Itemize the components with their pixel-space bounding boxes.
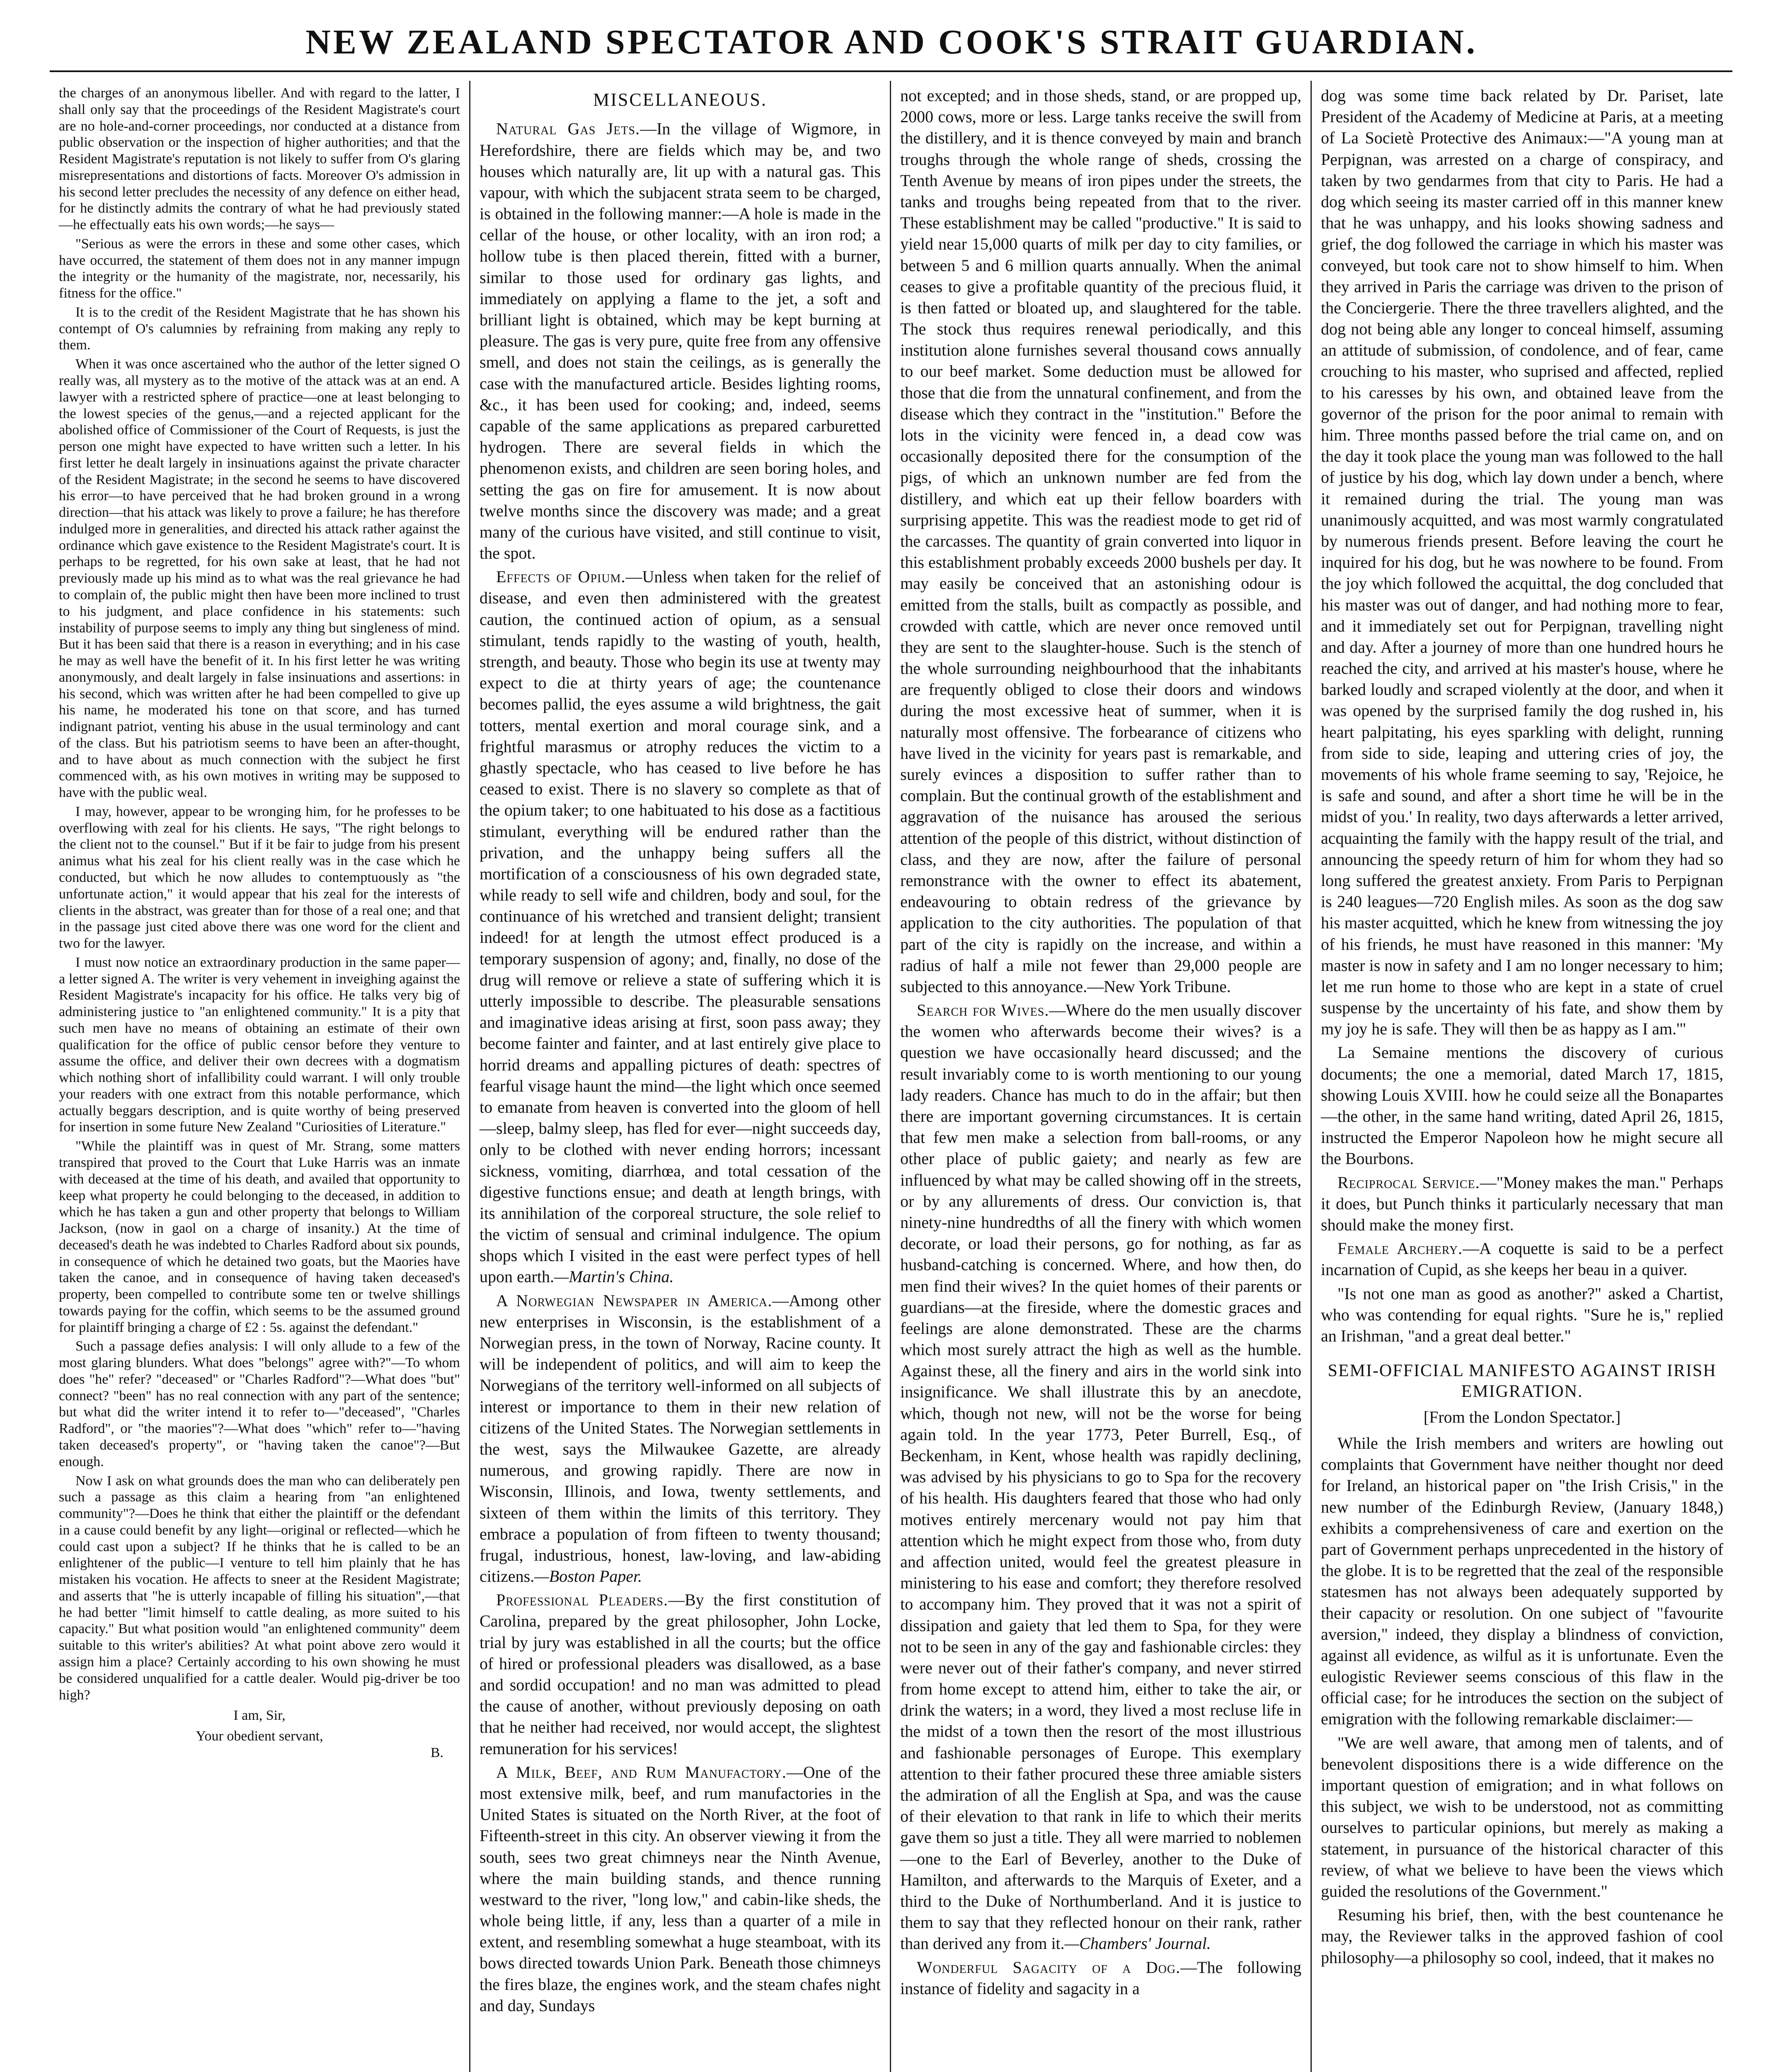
article bbox=[480, 1762, 881, 2016]
manifesto-quote: "We are well aware, that among men of talents, and of benevolent dispositions there is a wide difference on the important question of emigration; and in what follows on this subject, we wish to be understood, not as committing ourselves to particular opinions, but merely as making a statement, in pursuance of the historical character of this review, of what we believe to have been the views which guided the resolutions of the Government." bbox=[1321, 1733, 1723, 1900]
letter-closing: Your obedient servant, bbox=[196, 1728, 323, 1744]
article: "Is not one man as good as another?" asked a Chartist, who was contending for equal rights. "Sure he is," replied an Irishman, "and a great deal better." bbox=[1321, 1284, 1723, 1345]
article bbox=[480, 118, 881, 564]
article-source: —Martin's China. bbox=[554, 1267, 674, 1286]
article-head: Wonderful Sagacity of a Dog. bbox=[917, 1958, 1180, 1977]
letter-quote: "Serious as were the errors in these and some other cases, which have occurred, the statement of them does not in any manner impugn the integrity or the humanity of the magistrate, nor, necessarily, his fitness for the office." bbox=[59, 236, 460, 301]
article-head: Effects of Opium. bbox=[496, 567, 626, 586]
article bbox=[480, 1290, 881, 1587]
article bbox=[480, 566, 881, 1287]
page-columns bbox=[50, 81, 1732, 2072]
letter-paragraph: It is to the credit of the Resident Magistrate that he has shown his contempt of O's calumnies by refraining from making any reply to them. bbox=[59, 304, 460, 353]
article bbox=[900, 1000, 1301, 1954]
manifesto-source: [From the London Spectator.] bbox=[1423, 1407, 1621, 1426]
article-head: A Milk, Beef, and Rum Manufactory. bbox=[496, 1762, 787, 1782]
column-3 bbox=[891, 81, 1312, 2072]
manifesto-title: SEMI-OFFICIAL MANIFESTO AGAINST IRISH EMIGRATION. bbox=[1328, 1361, 1717, 1402]
article-text: —Where do the men usually discover the women who afterwards become their wives? is a question we have occasionally heard discussed; and the result invariably come to is worth mentioning to our young lady readers. Chance has much to do in the affair; but then there are important governing circumstances. It is certain that few men make a selection from ball-rooms, or any other place of public gaiety; and nearly as few are influenced by what may be called showing off in the streets, or by any allurements of dress. Our conviction is, that ninety-nine hundredths of all the finery with which women decorate, or load their persons, go for nothing, as far as husband-catching is concerned. Where, and how then, do men find their wives? In the quiet homes of their parents or guardians—at the fireside, where the domestic graces and feelings are alone demonstrated. These are the charms which most surely attract the high as well as the humble. Against these, all the finery and airs in the world sink into insignificance. We shall illustrate this by an anecdote, which, though not new, will not be the worse for being again told. In the year 1773, Peter Burrell, Esq., of Beckenham, in Kent, whose health was rapidly declining, was advised by his physicians to go to Spa for the recovery of his health. His daughters feared that those who had only motives entirely mercenary would not pay him that attention which he might expect from those who, from duty and affection united, would feel the greatest pleasure in ministering to his ease and comfort; they therefore resolved to accompany him. They proved that it was not a spirit of dissipation and gaiety that led them to Spa, for they were not to be seen in any of the gay and fashionable circles: they were never out of their father's company, and never stirred from home except to attend him, either to take the air, or drink the waters; in a word, they lived a most recluse life in the midst of a town then the resort of the most illustrious and fashionable personages of Europe. This exemplary attention to their father procured these three amiable sisters the admiration of all the English at Spa, and was the cause of their elevation to that rank in life to which their merits gave them so just a title. They all were married to noblemen—one to the Earl of Beverley, another to the Duke of Hamilton, and afterwards to the Marquis of Exeter, and a third to the Duke of Northumberland. And it is justice to them to say that they reflected honour on their rank, rather than derived any from it. bbox=[900, 1001, 1301, 1953]
letter-paragraph: Such a passage defies analysis: I will only allude to a few of the most glaring blunders. What does "belongs" agree with?"—To whom does "he" refer? "deceased" or "Charles Radford"?—What does "but" connect? "been" has no real connection with any part of the sentence; but what did the writer intend it to refer to—"deceased", "Charles Radford", or "the maories"?—What does "which" refer to—"having taken deceased's property", or "having taken the canoe"?—But enough. bbox=[59, 1339, 460, 1469]
column-1 bbox=[50, 81, 470, 2072]
article-text: —The following instance of fidelity and sagacity in a bbox=[900, 1958, 1302, 1998]
letter-paragraph: When it was once ascertained who the author of the letter signed O really was, all mystery as to the motive of the attack was at an end. A lawyer with a restricted sphere of practice—one at least belonging to the lowest species of the genus,—and a rejected applicant for the abolished office of Commissioner of the Court of Requests, is just the person one might have expected to have written such a letter. In his first letter he dealt largely in insinuations against the private character of the Resident Magistrate; in the second he seems to have discovered his error—to have perceived that he had broken ground in a wrong direction—that his attack was likely to prove a failure; he has therefore indulged more in generalities, and directed his attack rather against the ordinance which gave existence to the Resident Magistrate's court. It is perhaps to be regretted, for his own sake at least, that he had not previously made up his mind as to what was the real grievance he had to complain of, the public might then have been more inclined to trust to his judgment, and place confidence in his statements: such instability of purpose seems to imply any thing but singleness of mind. But it has been said that there is a reason in everything; and in his case he may as well have the benefit of it. In his first letter he was writing anonymously, and dealt largely in false insinuations and assertions: in his second, which was written after he had been compelled to give up his name, he moderated his tone on that score, and has turned indignant patriot, venting his abuse in the usual terminology and cant of the class. But his patriotism seems to have been an after-thought, and to have about as much connection with the subject he first commenced with, as his own motives in writing may be supposed to have with the public weal. bbox=[59, 356, 460, 801]
article-source: —Boston Paper. bbox=[534, 1567, 642, 1586]
article-text: —Unless when taken for the relief of disease, and even then administered with the greatest caution, the continued action of opium, as a sensual stimulant, tends rapidly to the wasting of youth, health, strength, and beauty. Those who begin its use at twenty may expect to die at thirty years of age; the countenance becomes pallid, the eyes assume a wild brightness, the gait totters, mental exertion and moral courage sink, and a frightful marasmus or atrophy reduces the victim to a ghastly spectacle, who has ceased to live before he has ceased to exist. There is no slavery so complete as that of the opium taker; to one habituated to his dose as a factitious stimulant, everything will be endured rather than the privation, and the unhappy being suffers all the mortification of a consciousness of his own degraded state, while ready to sell wife and children, body and soul, for the continuance of his wretched and transient delight; transient indeed! for at length the utmost effect produced is a temporary suspension of agony; and, finally, no dose of the drug will remove or relieve a state of suffering which it is utterly impossible to describe. The pleasurable sensations and imaginative ideas arising at first, soon pass away; they become fainter and fainter, and at last entirely give place to horrid dreams and appalling pictures of death: spectres of fearful visage haunt the mind—the light which once seemed to emanate from heaven is converted into the gloom of hell—sleep, balmy sleep, has fled for ever—night succeeds day, only to be clothed with never ending horrors; incessant sickness, vomiting, diarrhœa, and total cessation of the digestive functions ensue; and death at length brings, with its annihilation of the corporeal structure, the sole relief to the victim of sensual and criminal indulgence. The opium shops which I visited in the east were perfect types of hell upon earth. bbox=[480, 567, 881, 1286]
manifesto-paragraph: While the Irish members and writers are howling out complaints that Government have neither thought nor deed for Ireland, an historical paper on "the Irish Crisis," in the new number of the Edinburgh Review, (January 1848,) exhibits a comprehensiveness of care and exertion on the part of Government perhaps unprecedented in the history of the globe. It is to be regretted that the zeal of the responsible statesmen has not always been adequately supported by their capacity or resolution. On one subject of "favourite aversion," indeed, they display a blindness of conviction, against all evidence, as wilful as it is unfortunate. Even the eulogistic Reviewer seems conscious of this flaw in the official case; for he introduces the section on the subject of emigration with the following remarkable disclaimer:— bbox=[1321, 1434, 1723, 1728]
article-text: —By the first constitution of Carolina, prepared by the great philosopher, John Locke, trial by jury was established in all the courts; but the office of hired or professional pleaders was disallowed, as a base and sordid occupation! and no man was admitted to plead the cause of another, without previously deposing on oath that he neither had received, nor would accept, the slightest remuneration for his services! bbox=[480, 1590, 881, 1758]
letter-signer: B. bbox=[430, 1745, 443, 1760]
article-head: Natural Gas Jets. bbox=[496, 119, 640, 138]
article-head: Professional Pleaders. bbox=[496, 1590, 668, 1610]
article-continuation: not excepted; and in those sheds, stand, or are propped up, 2000 cows, more or less. Large tanks receive the swill from the distillery, and it is thence conveyed by main and branch troughs through the whole range of sheds, crossing the Tenth Avenue by means of iron pipes under the streets, the tanks and troughs being repeated from that to the river. These establishment may be called "productive." It is said to yield near 15,000 quarts of milk per day to city families, or between 5 and 6 million quarts annually. When the animal ceases to give a profitable quantity of the precious fluid, it is then fatted or bloated up, and slaughtered for the table. The stock thus requires renewal periodically, and this institution alone furnishes several thousand cows annually to our beef market. Some deduction must be allowed for those that die from the unnatural confinement, and from the disease which they contract in the "institution." Before the lots in the vicinity were fenced in, a dead cow was occasionally deposited there for the consumption of the pigs, of which an unknown number are fed from the distillery, and which eat up their fellow boarders with surprising appetite. This was the readiest mode to get rid of the carcasses. The quantity of grain converted into liquor in this establishment probably exceeds 2000 bushels per day. It may easily be conceived that an astonishing odour is emitted from the stalls, built as compactly as possible, and crowded with cattle, which are never once removed until they are sent to the slaughter-house. Such is the stench of the whole surrounding neighbourhood that the inhabitants are frequently obliged to close their doors and windows during the most excessive heat of summer, when it is naturally most offensive. The forbearance of citizens who have lived in the vicinity for years past is remarkable, and surely evinces a disposition to suffer rather than to complain. But the continual growth of the establishment and aggravation of the nuisance has aroused the serious attention of the people of this district, without distinction of class, and they are now, after the failure of personal remonstrance with the owner to effect its abatement, endeavouring to obtain redress of the grievance by application to the city authorities. The population of that part of the city is rapidly on the increase, and within a radius of half a mile not fewer than 29,000 people are subjected to this annoyance.—New York Tribune. bbox=[900, 86, 1301, 996]
article-text: —Among other new enterprises in Wisconsin, is the establishment of a Norwegian press, in the town of Norway, Racine county. It will be independent of politics, and will aim to keep the Norwegians of the territory well-informed on all subjects of interest or importance to them in their new relation of citizens of the United States. The Norwegian settlements in the west, says the Milwaukee Gazette, are already numerous, and growing rapidly. There are now in Wisconsin, Illinois, and Iowa, twenty settlements, and sixteen of them within the limits of this territory. They embrace a population of from fifteen to twenty thousand; frugal, industrious, honest, law-loving, and law-abiding citizens. bbox=[480, 1291, 881, 1586]
letter-quote: "While the plaintiff was in quest of Mr. Strang, some matters transpired that proved to the Court that Luke Harris was an inmate with deceased at the time of his death, and availed that opportunity to keep what property he could belonging to the deceased, in addition to which he has taken a gun and other property that belongs to William Jackson, (now in gaol on a charge of insanity.) At the time of deceased's death he was indebted to Charles Radford about six pounds, in consequence of which he detained two goats, but the Maories have taken the canoe, and in consequence of having taken deceased's property, been compelled to contribute some ten or twelve shillings towards paying for the coffin, which seems to be the assumed ground for plaintiff bringing a charge of £2 : 5s. against the defendant." bbox=[59, 1138, 460, 1335]
column-2 bbox=[470, 81, 891, 2072]
article bbox=[480, 1589, 881, 1759]
letter-signoff: I am, Sir, bbox=[233, 1708, 286, 1723]
article-continuation: dog was some time back related by Dr. Pariset, late President of the Academy of Medicine at Paris, at a meeting of La Societè Protective des Animaux:—"A young man at Perpignan, was arrested on a charge of conspiracy, and taken by two gendarmes from that city to Paris. He had a dog which seeing its master carried off in this manner knew that he was unhappy, and his looks showing sadness and grief, the dog followed the carriage in which his master was conveyed, but took care not to show himself to him. When they arrived in Paris the carriage was driven to the prison of the Conciergerie. There the three travellers alighted, and the dog not being able any longer to conceal himself, assuming an attitude of submission, of condolence, and of fear, came crouching to his master, who suprised and affected, replied to his caresses by his own, and obtained leave from the governor of the prison for the poor animal to remain with him. Three months passed before the trial came on, and on the day it took place the young man was followed to the hall of justice by his dog, which lay down under a bench, where it remained during the trial. The young man was unanimously acquitted, and was most warmly congratulated by numerous friends present. Before leaving the court he inquired for his dog, but he was nowhere to be found. From the joy which followed the acquittal, the dog concluded that his master was out of danger, and had nothing more to fear, and it immediately set out for Perpignan, travelling night and day. After a journey of more than one hundred hours he reached the city, and arrived at his master's house, where he barked loudly and scraped violently at the door, and when it was opened by the surprised family the dog rushed in, his heart palpitating, his eyes sparkling with delight, running from side to side, leaping and uttering cries of joy, the movements of his whole frame seeming to say, 'Rejoice, he is safe and sound, and after a short time he will be in the midst of you.' In reality, two days afterwards a letter arrived, acquainting the family with the happy result of the trial, and announcing the speedy return of him for whom they had so long suffered the greatest anxiety. From Paris to Perpignan is 240 leagues—720 English miles. As soon as the dog saw his master acquitted, which he knew from witnessing the joy of his friends, he must have reasoned in this manner: 'My master is now in safety and I am no longer necessary to him; let me run home to those who are kept in a state of cruel suspense by the uncertainty of his fate, and show them by my joy he is safe. They will then be as happy as I am.'" bbox=[1321, 86, 1723, 1038]
article-text: —In the village of Wigmore, in Herefordshire, there are fields which may be, and two houses which naturally are, lit up with a natural gas. This vapour, with which the subjacent strata seem to be charged, is obtained in the following manner:—A hole is made in the cellar of the house, or other locality, with an iron rod; a hollow tube is then placed therein, fitted with a burner, similar to those used for ordinary gas lights, and immediately on applying a flame to the jet, a soft and brilliant light is obtained, which may be kept burning at pleasure. The gas is very pure, quite free from any offensive smell, and does not stain the ceilings, as is generally the case with the manufactured article. Besides lighting rooms, &c., it has been used for cooking; and, indeed, seems capable of the same applications as prepared carburetted hydrogen. There are several fields in which the phenomenon exists, and children are seen boring holes, and setting the gas on fire for amusement. It is now about twelve months since the discovery was made; and a great many of the curious have visited, and still continue to visit, the spot. bbox=[480, 119, 881, 563]
article-head: Reciprocal Service. bbox=[1337, 1173, 1480, 1192]
letter-paragraph: the charges of an anonymous libeller. And with regard to the latter, I shall only say that the proceedings of the Resident Magistrate's court are no hole-and-corner proceedings, nor conducted at a distance from public observation or the inspection of higher authorities; and that the Resident Magistrate's reputation is not likely to suffer from O's glaring misrepresentations and distortions of facts. Moreover O's admission in his second letter precludes the necessity of any defence on either head, for he distinctly admits the contrary of what he had previously stated—he effectually eats his own words;—he says— bbox=[59, 85, 460, 233]
article bbox=[900, 1957, 1301, 1999]
article bbox=[1321, 1238, 1723, 1280]
letter-paragraph: Now I ask on what grounds does the man who can deliberately pen such a passage as this claim a hearing from "an enlightened community"?—Does he think that either the plaintiff or the defendant in a cause could benefit by any light—original or reflected—which he could cast upon a subject? If he thinks that he is called to be an enlightener of the public—I venture to tell him plainly that he has mistaken his vocation. He affects to sneer at the Resident Magistrate; and asserts that "he is utterly incapable of filling his situation",—that he had better "limit himself to cattle dealing, as more suited to his capacity." But what position would "an enlightened community" deem suitable to this writer's abilities? At what point above zero would it assign him a place? Certainly according to his own showing he must be considered unqualified for a cattle dealer. Would pig-driver be too high? bbox=[59, 1473, 460, 1703]
letter-paragraph: I may, however, appear to be wronging him, for he professes to be overflowing with zeal for his clients. He says, "The right belongs to the client not to the counsel." But if it be fair to judge from his present animus what his zeal for his client really was in the case which he conducted, but which he now alludes to contemptuously as "the unfortunate action," it would appear that his zeal for the interests of clients in the abstract, was greater than for those of a real one; and that in the passage just cited above there was one word for the client and two for the lawyer. bbox=[59, 804, 460, 951]
masthead-rule bbox=[50, 70, 1732, 72]
letter-paragraph: I must now notice an extraordinary production in the same paper—a letter signed A. The writer is very vehement in inveighing against the Resident Magistrate's incapacity for his office. He talks very big of administering justice to "an enlightened community." It is a pity that such men have no means of obtaining an estimate of their own qualification for the office of public censor before they venture to assume the office, and deliver their own decrees with a dogmatism which nothing short of infallibility could warrant. I will only trouble your readers with one extract from this notable performance, which actually beggars description, and is quite worthy of being preserved for insertion in some future New Zealand "Curiosities of Literature." bbox=[59, 954, 460, 1135]
column-4 bbox=[1312, 81, 1732, 2072]
section-title: MISCELLANEOUS. bbox=[593, 90, 767, 110]
article-head: A Norwegian Newspaper in America. bbox=[496, 1291, 773, 1310]
article-head: Search for Wives. bbox=[917, 1001, 1049, 1020]
article-text: —"Money makes the man." Perhaps it does, but Punch thinks it particularly necessary that man should make the money first. bbox=[1321, 1173, 1723, 1234]
article-text: —A coquette is said to be a perfect incarnation of Cupid, as she keeps her beau in a quiver. bbox=[1321, 1239, 1723, 1279]
article bbox=[1321, 1172, 1723, 1236]
manifesto-paragraph: Resuming his brief, then, with the best countenance he may, the Reviewer talks in the approved fashion of cool philosophy—a philosophy so cool, indeed, that it makes no bbox=[1321, 1905, 1723, 1967]
article: La Semaine mentions the discovery of curious documents; the one a memorial, dated March 17, 1815, showing Louis XVIII. how he could seize all the Bonapartes—the other, in the same hand writing, dated April 26, 1815, instructed the Emperor Napoleon how he might secure all the Bourbons. bbox=[1321, 1043, 1723, 1168]
article-text: —One of the most extensive milk, beef, and rum manufactories in the United States is situated on the North River, at the foot of Fifteenth-street in this city. An observer viewing it from the south, sees two great chimneys near the Ninth Avenue, where the main building stands, and thence running westward to the river, "long low," and cabin-like sheds, the whole being little, if any, less than a quarter of a mile in extent, and resembling somewhat a huge steamboat, with its bows directed towards Union Park. Beneath those chimneys the fires blaze, the engines work, and the steam chafes night and day, Sundays bbox=[480, 1762, 881, 2015]
article-source: —Chambers' Journal. bbox=[1064, 1934, 1211, 1953]
article-head: Female Archery. bbox=[1337, 1239, 1463, 1258]
newspaper-title: NEW ZEALAND SPECTATOR AND COOK'S STRAIT GUARDIAN. bbox=[305, 23, 1478, 61]
